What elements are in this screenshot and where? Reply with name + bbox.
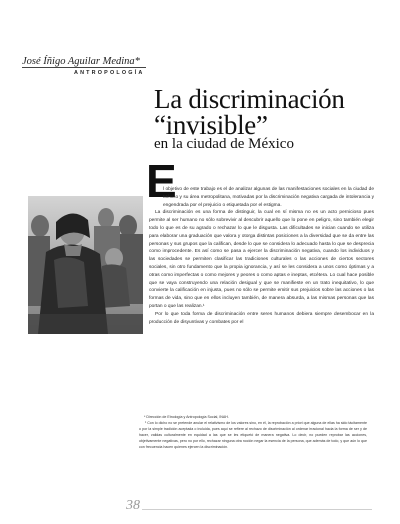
- section-label: ANTROPOLOGÍA: [74, 70, 145, 76]
- photo-woman-child-icon: [28, 196, 143, 334]
- title-line-2: “invisible”: [154, 110, 268, 140]
- footnotes: [139, 414, 367, 450]
- article-title: [154, 86, 345, 138]
- author-name: José Íñigo Aguilar Medina*: [22, 56, 140, 67]
- footnote-1: ¹ Con lo dicho no se pretende anular el relativismo de los valores sino, en él, la reprobación a priori que alguna de ellas ha sido tácitamente o por la simple tradición aceptada o incluida, pues aquí se refiere al rechazo de discriminación al ordenar irracional hacia la forma de ser y de hacer, validas culturalmente en equidad a las que se les etiquetó de manera negativa. Lo decir, no pueden reprobar las acciones, objetivamente negativas, pero no por ello, rechazar ninguna otra noción negar la esencia de la persona, que además de todo, y que aún lo que con frecuencia hacen quienes ejercen la discriminación.: [139, 421, 367, 449]
- paragraph-2: La discriminación es una forma de distinguir, la cual en sí misma no es un acto pernicioso pues permite al ser humano no sólo sobrevivir al descubrir aquello que lo pone en peligro, sino también elegir todo lo que es de su agrado o rechazar lo que le disgusta. Las dificultades se inician cuando se utiliza para elaborar una graduación que valora y otorga distintas posiciones a la diversidad que se da entre las personas y sus grupos que la califican, desde lo que se considera lo adecuado hasta lo que se desprecia como improcedente. Es así como se pasa a ejercer la discriminación negativa, cuando los individuos y las sociedades se permiten clasificar las tradiciones culturales o las acciones de ciertos sectores sociales, sin otro fundamento que la propia ignorancia, y así se les considera a unos como óptimas y a otras como imperfectas o como mejores y peores o como aptas e ineptas, etcétera. Lo cual hace posible que se vaya construyendo una relación desigual y que se manifieste en un trato inequitativo, lo que convierte la calificación en injusta, pues no sólo se permite emitir sus prejuicios sobre las acciones o las formas de vida, sino que en ellos incluyen también, de manera absurda, a las mismas personas que las portan o que las realizan.¹: [149, 210, 374, 309]
- paragraph-3: Por lo que toda forma de discriminación entre seres humanos debiera siempre desembocar en la producción de disyuntivas y combates por el: [149, 311, 374, 325]
- footer-rule: [142, 509, 372, 510]
- drop-cap: E: [146, 155, 177, 207]
- header-divider: [22, 67, 146, 68]
- footnote-affiliation: * Dirección de Etnología y Antropología Social, INAH.: [144, 415, 229, 419]
- paragraph-1: l objetivo de este trabajo es el de analizar algunas de las manifestaciones sociales en la ciudad de México y su área metropolitana, motivadas por la discriminación negativa cargada de intolerancia y engendrada por el prejuicio o etiquetada por el estigma.: [163, 187, 374, 208]
- article-photo: [28, 196, 143, 334]
- article-body: [149, 186, 374, 326]
- page-number: 38: [126, 498, 140, 513]
- title-line-1: La discriminación: [154, 84, 345, 114]
- article-subtitle: en la ciudad de México: [154, 136, 294, 152]
